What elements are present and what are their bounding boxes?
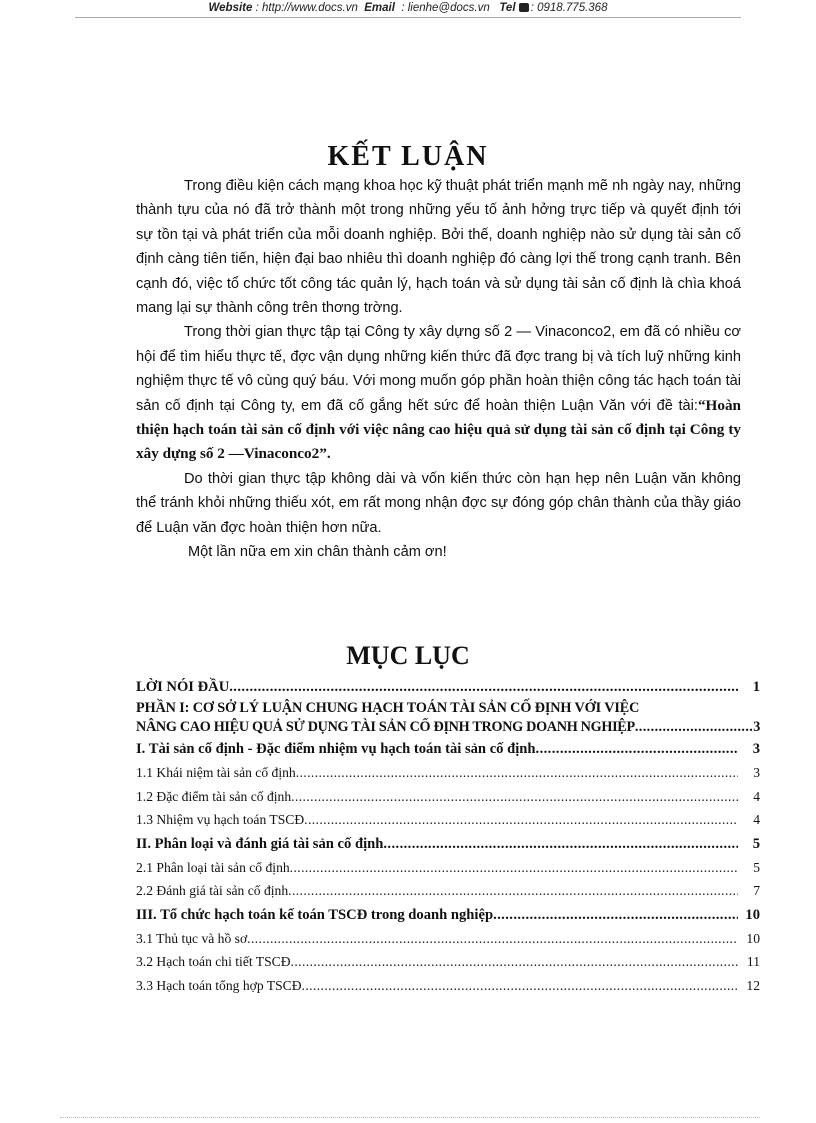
- conclusion-paragraph-2: [136, 320, 741, 466]
- toc-entry-page: 5: [752, 835, 760, 852]
- toc-entry-label: 1.3 Nhiệm vụ hạch toán TSCĐ: [136, 812, 305, 827]
- toc-entry[interactable]: [136, 785, 760, 809]
- toc-entry-label: II. Phân loại và đánh giá tài sản cố định: [136, 835, 384, 852]
- toc-leader: [302, 974, 738, 998]
- toc-entry-page: 12: [746, 977, 760, 993]
- toc-entry-page: 11: [746, 954, 760, 969]
- toc-entry-label: 3.3 Hạch toán tổng hợp TSCĐ: [136, 977, 302, 993]
- toc-entry-label: III. Tổ chức hạch toán kế toán TSCĐ trong doanh nghiệp: [136, 906, 494, 923]
- toc-entry-page: 3: [753, 765, 760, 780]
- phone-icon: [519, 3, 529, 12]
- table-of-contents: [136, 676, 760, 997]
- toc-entry-label: 2.1 Phân loại tài sản cố định: [136, 859, 290, 875]
- toc-entry-label: 3.2 Hạch toán chi tiết TSCĐ: [136, 954, 291, 969]
- toc-entry[interactable]: [136, 879, 760, 903]
- header-divider: [75, 17, 741, 18]
- toc-entry-page: 3: [752, 741, 760, 757]
- email-label: Email: [364, 2, 395, 14]
- toc-entry[interactable]: [136, 903, 760, 927]
- toc-entry-page: 10: [746, 930, 760, 946]
- toc-entry-label: LỜI NÓI ĐẦU: [136, 679, 230, 695]
- toc-leader: [635, 718, 752, 737]
- toc-leader: [383, 832, 738, 856]
- toc-entry-label: I. Tài sản cố định - Đặc điểm nhiệm vụ hạch toán tài sản cố định: [136, 741, 536, 757]
- toc-part-entry[interactable]: [136, 699, 760, 737]
- toc-leader: [288, 879, 738, 903]
- tel-label: Tel: [499, 2, 516, 14]
- toc-title: MỤC LỤC: [346, 641, 470, 670]
- toc-entry[interactable]: [136, 808, 760, 832]
- toc-entry-page: 5: [753, 859, 760, 875]
- toc-entry-page: 3: [753, 719, 760, 735]
- toc-leader: [536, 737, 738, 761]
- toc-entry-page: 1: [752, 679, 760, 695]
- conclusion-title: KẾT LUẬN: [327, 141, 489, 172]
- website-value: : http://www.docs.vn: [255, 2, 358, 14]
- toc-entries: [136, 737, 760, 997]
- conclusion-body: [136, 174, 741, 565]
- toc-entry[interactable]: [136, 856, 760, 880]
- toc-leader: [296, 761, 738, 785]
- toc-entry[interactable]: [136, 927, 760, 951]
- toc-leader: [247, 927, 738, 951]
- toc-leader: [291, 785, 738, 809]
- toc-entry[interactable]: [136, 761, 760, 785]
- page-header: [0, 0, 816, 18]
- toc-part-line-2: NÂNG CAO HIỆU QUẢ SỬ DỤNG TÀI SẢN CỐ ĐỊNH TRONG DOANH NGHIỆP: [136, 719, 635, 735]
- toc-entry-page: 10: [745, 906, 760, 923]
- toc-entry-label: 1.2 Đặc điểm tài sản cố định: [136, 788, 292, 804]
- toc-entry-page: 7: [753, 883, 760, 898]
- toc-leader: [229, 676, 738, 699]
- toc-leader: [304, 808, 738, 832]
- website-label: Website: [208, 2, 253, 14]
- toc-leader: [290, 856, 738, 880]
- email-value: : lienhe@docs.vn: [401, 2, 490, 14]
- toc-intro-entry[interactable]: [136, 676, 760, 699]
- thesis-topic: “Hoàn thiện hạch toán tài sản cố định với việc nâng cao hiệu quả sử dụng tài sản cố định tại Công ty xây dựng số 2 —Vinaconco2”.: [136, 396, 741, 463]
- toc-part-line-1: PHẦN I: CƠ SỞ LÝ LUẬN CHUNG HẠCH TOÁN TÀI SẢN CỐ ĐỊNH VỚI VIỆC: [136, 700, 640, 716]
- toc-entry-page: 4: [753, 812, 760, 827]
- conclusion-paragraph-3: Do thời gian thực tập không dài và vốn kiến thức còn hạn hẹp nên Luận văn không thể tránh khỏi những thiếu xót, em rất mong nhận đợc sự đóng góp chân thành của thầy giáo để Luận văn đợc hoàn thiện hơn nữa.: [136, 470, 741, 536]
- paragraph-2-text: Trong thời gian thực tập tại Công ty xây dựng số 2 — Vinaconco2, em đã có nhiều cơ hội để tìm hiểu thực tế, đợc vận dụng những kiến thức đã đợc trang bị và tích luỹ những kinh nghiệm thực tế vô cùng quý báu. Với mong muốn góp phần hoàn thiện công tác hạch toán tài sản cố định tại Công ty, em đã cố gắng hết sức để hoàn thiện Luận Văn với đề tài:: [136, 324, 741, 414]
- toc-leader: [493, 903, 738, 927]
- footer-divider: [60, 1117, 760, 1118]
- toc-entry-label: 2.2 Đánh giá tài sản cố định: [136, 883, 289, 898]
- toc-entry-label: 3.1 Thủ tục và hồ sơ: [136, 930, 248, 946]
- toc-entry-page: 4: [753, 788, 760, 804]
- toc-entry[interactable]: [136, 832, 760, 856]
- conclusion-paragraph-1: Trong điều kiện cách mạng khoa học kỹ thuật phát triển mạnh mẽ nh ngày nay, những thành tựu của nó đã trở thành một trong những yếu tố ảnh hởng trực tiếp và quyết định tới sự tồn tại và phát triển của mỗi doanh nghiệp. Bởi thế, doanh nghiệp nào sử dụng tài sản cố định càng tiên tiến, hiện đại bao nhiêu thì doanh nghiệp đó càng lợi thế trong cạnh tranh. Bên cạnh đó, việc tổ chức tốt công tác quản lý, hạch toán và sử dụng tài sản cố định là chìa khoá mang lại sự thành công trên thơng trờng.: [136, 178, 741, 317]
- toc-entry[interactable]: [136, 974, 760, 998]
- tel-value: : 0918.775.368: [530, 2, 608, 14]
- toc-entry[interactable]: [136, 737, 760, 761]
- toc-entry-label: 1.1 Khái niệm tài sản cố định: [136, 765, 296, 780]
- conclusion-thanks: Một lần nữa em xin chân thành cảm ơn!: [188, 544, 447, 561]
- toc-entry[interactable]: [136, 950, 760, 974]
- toc-leader: [291, 950, 738, 974]
